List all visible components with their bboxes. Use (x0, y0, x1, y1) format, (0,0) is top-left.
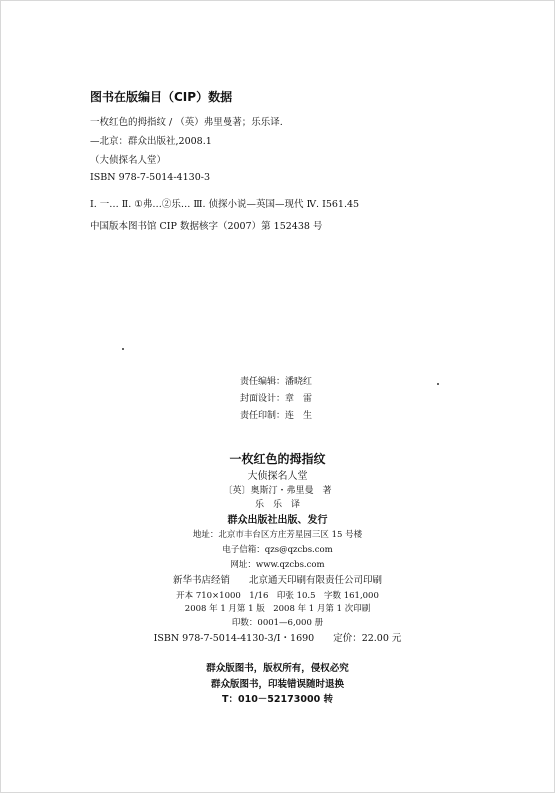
speck (122, 348, 124, 350)
edition-line: 2008 年 1 月第 1 版 2008 年 1 月第 1 次印刷 (184, 604, 371, 614)
format-line: 开本 710×1000 1/16 印张 10.5 字数 161,000 (176, 591, 379, 601)
distribution-line: 新华书店经销 北京通天印刷有限责任公司印刷 (172, 575, 382, 586)
credits-block (240, 374, 312, 425)
credit-role: 封面设计： (240, 394, 286, 404)
book-title: 一枚红色的拇指纹 (229, 452, 326, 466)
cip-line-record-number: 中国版本图书馆 CIP 数据核字（2007）第 152438 号 (90, 221, 323, 232)
credit-name: 章 雷 (285, 394, 313, 404)
cip-line-publisher: —北京：群众出版社,2008.1 (90, 136, 212, 147)
author-line: 〔英〕奥斯汀・弗里曼 著 (223, 486, 332, 496)
publisher-line: 群众出版社出版、发行 (227, 515, 328, 526)
print-run-line: 印数：0001—6,000 册 (231, 618, 324, 628)
cip-line-classification: Ⅰ. 一… Ⅱ. ①弗…②乐… Ⅲ. 侦探小说—英国—现代 Ⅳ. I561.45 (90, 199, 360, 210)
translator-line: 乐 乐 译 (254, 500, 300, 510)
speck (437, 383, 439, 385)
cip-line-title: 一枚红色的拇指纹 / （英）弗里曼著；乐乐译. (90, 117, 283, 128)
phone-line: T：010－52173000 转 (222, 694, 333, 705)
email-line: 电子信箱：qzs@qzcbs.com (222, 545, 333, 555)
credit-role: 责任编辑： (240, 377, 286, 387)
credit-cover-design (240, 391, 312, 408)
address-line: 地址：北京市丰台区方庄芳星园三区 15 号楼 (192, 530, 363, 540)
credit-printing (240, 408, 312, 425)
cip-line-isbn: ISBN 978-7-5014-4130-3 (90, 172, 210, 183)
credit-role: 责任印制： (240, 411, 286, 421)
copyright-notice: 群众版图书，版权所有，侵权必究 (206, 663, 349, 674)
credit-name: 潘晓红 (285, 377, 313, 387)
credit-name: 连 生 (285, 411, 313, 421)
cip-line-series: （大侦探名人堂） (90, 155, 167, 166)
returns-notice: 群众版图书，印装错误随时退换 (210, 679, 344, 690)
series-name: 大侦探名人堂 (247, 471, 308, 482)
website-line: 网址：www.qzcbs.com (230, 560, 325, 570)
isbn-price-line: ISBN 978-7-5014-4130-3/I・1690 定价：22.00 元 (153, 633, 402, 644)
cip-heading: 图书在版编目（CIP）数据 (90, 90, 233, 104)
credit-editor (240, 374, 312, 391)
